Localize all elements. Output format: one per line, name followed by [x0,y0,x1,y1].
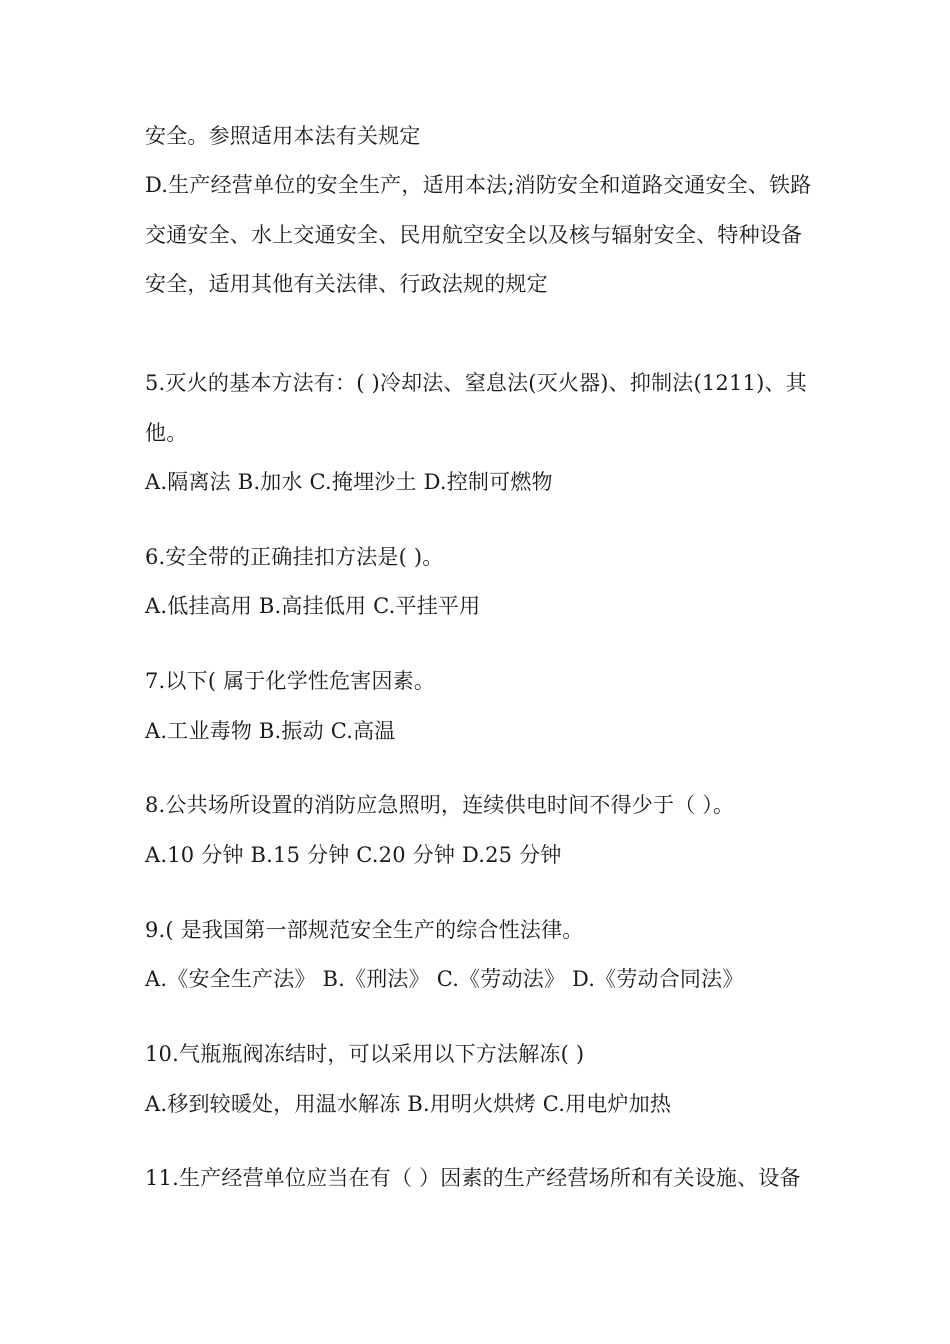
question-8-options: A.10 分钟 B.15 分钟 C.20 分钟 D.25 分钟 [145,843,562,867]
option-d-line-3: 安全，适用其他有关法律、行政法规的规定 [145,272,548,296]
question-9: 9.( 是我国第一部规范安全生产的综合性法律。 [145,918,584,942]
question-5-options: A.隔离法 B.加水 C.掩埋沙土 D.控制可燃物 [145,470,553,494]
option-d-line-2: 交通安全、水上交通安全、民用航空安全以及核与辐射安全、特种设备 [145,223,803,247]
question-7: 7.以下( 属于化学性危害因素。 [145,669,436,693]
text-line-continuation: 安全。参照适用本法有关规定 [145,124,421,148]
question-7-options: A.工业毒物 B.振动 C.高温 [145,719,396,743]
question-9-options: A.《安全生产法》 B.《刑法》 C.《劳动法》 D.《劳动合同法》 [145,967,744,991]
question-5: 5.灭火的基本方法有：( )冷却法、窒息法(灭火器)、抑制法(1211)、其 [145,371,807,395]
question-8: 8.公共场所设置的消防应急照明，连续供电时间不得少于（ ）。 [145,793,735,817]
question-5-cont: 他。 [145,421,188,445]
question-6-options: A.低挂高用 B.高挂低用 C.平挂平用 [145,594,481,618]
question-10: 10.气瓶瓶阀冻结时，可以采用以下方法解冻( ) [145,1042,585,1066]
option-d-line-1: D.生产经营单位的安全生产，适用本法;消防安全和道路交通安全、铁路 [145,173,812,197]
question-6: 6.安全带的正确挂扣方法是( )。 [145,545,444,569]
question-10-options: A.移到较暖处，用温水解冻 B.用明火烘烤 C.用电炉加热 [145,1092,672,1116]
question-11: 11.生产经营单位应当在有（ ）因素的生产经营场所和有关设施、设备 [145,1166,801,1190]
